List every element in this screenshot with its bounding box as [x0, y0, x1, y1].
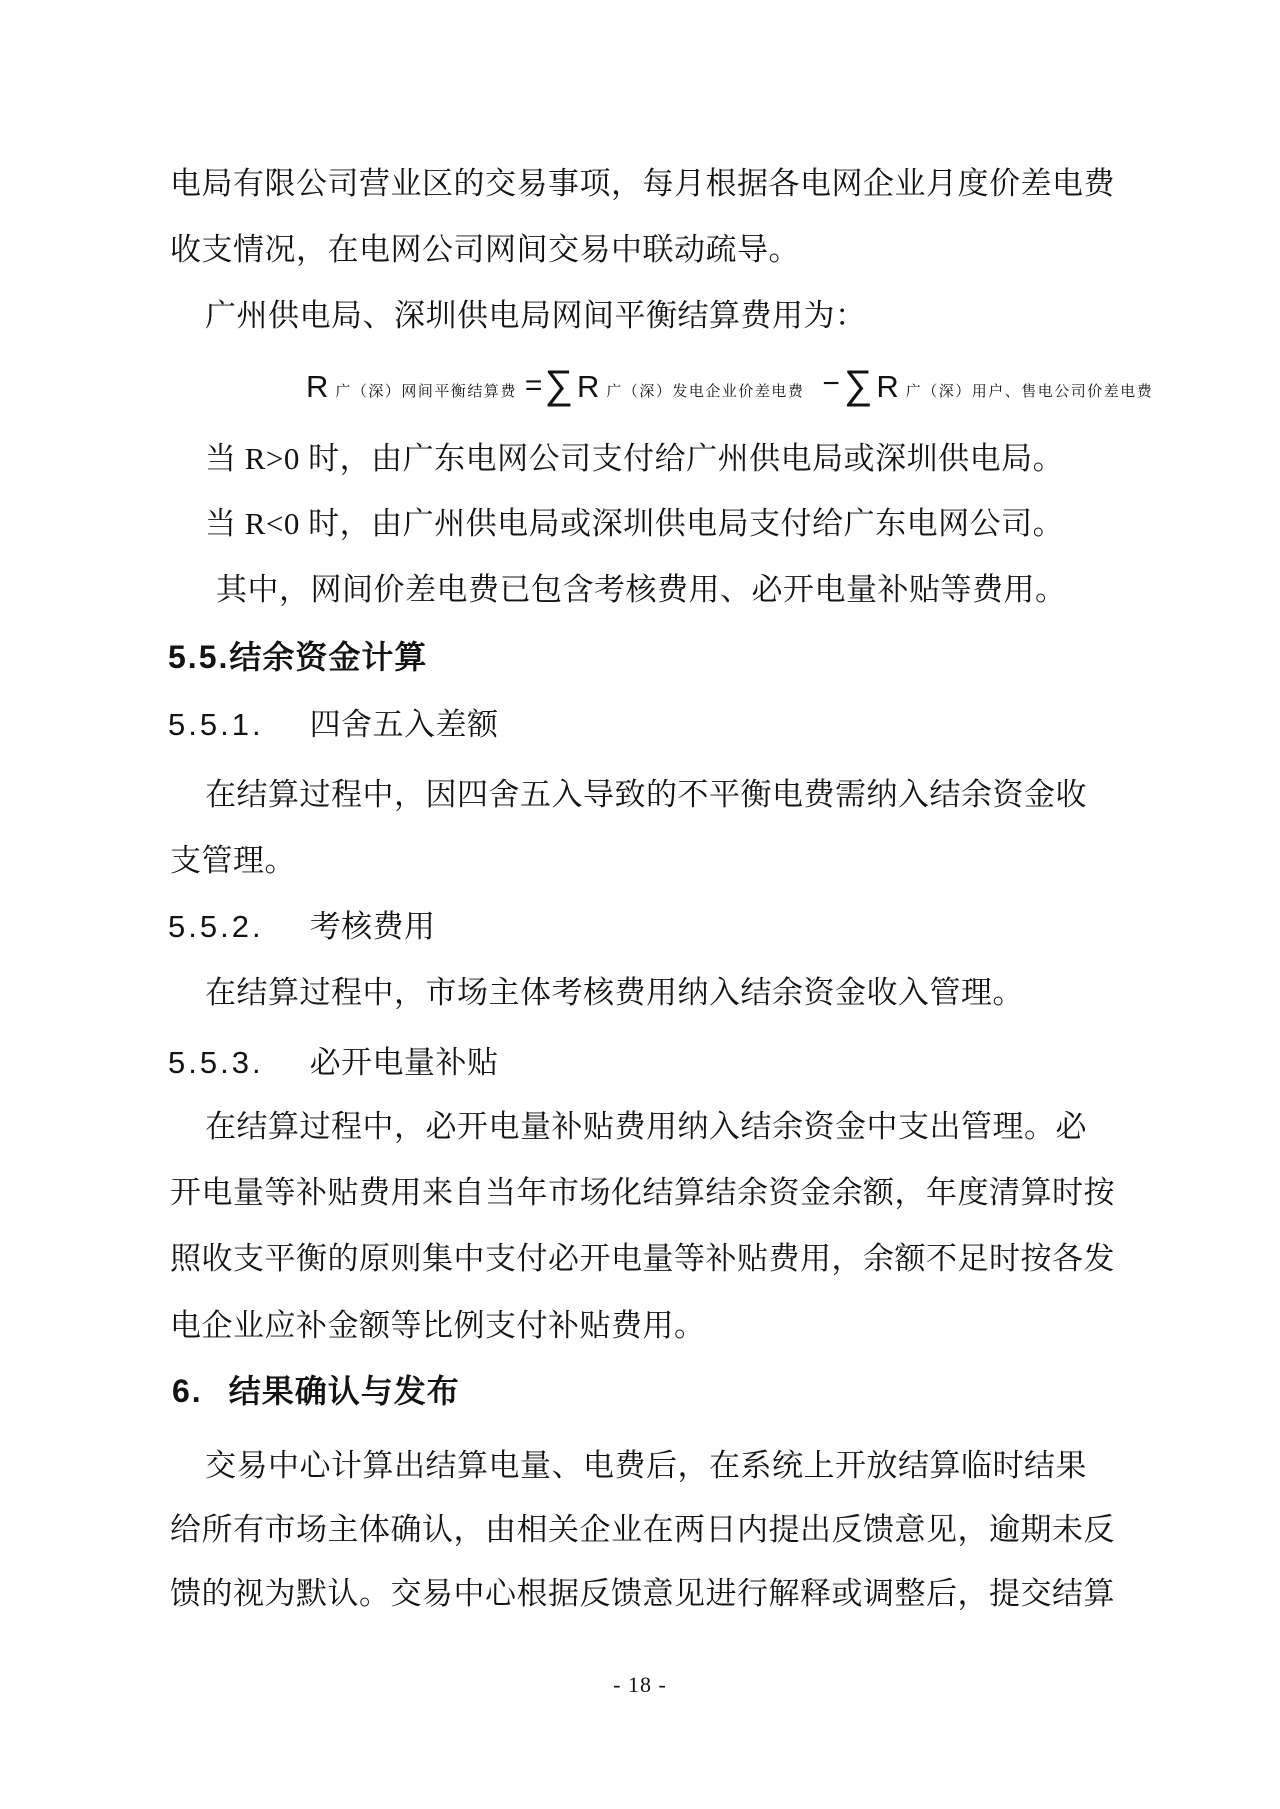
heading-title: 结果确认与发布 — [228, 1373, 460, 1409]
settlement-formula — [306, 363, 1161, 407]
heading-5-5-3 — [168, 1044, 499, 1081]
paragraph-line: 在结算过程中，市场主体考核费用纳入结余资金收入管理。 — [205, 975, 1024, 1010]
paragraph-line: 支管理。 — [170, 843, 296, 878]
paragraph-line: 电企业应补金额等比例支付补贴费用。 — [170, 1308, 706, 1343]
heading-title: 结余资金计算 — [229, 639, 428, 675]
formula-subscript-generator: 广（深）发电企业价差电费 — [606, 384, 805, 400]
heading-5-5-1 — [168, 706, 499, 743]
paragraph-line: 交易中心计算出结算电量、电费后，在系统上开放结算临时结果 — [205, 1448, 1087, 1483]
formula-variable-r: R — [576, 369, 600, 404]
paragraph-line: 馈的视为默认。交易中心根据反馈意见进行解释或调整后，提交结算 — [170, 1576, 1115, 1611]
rule-positive-line: 当 R>0 时，由广东电网公司支付给广州供电局或深圳供电局。 — [205, 441, 1065, 476]
heading-5-5-2 — [168, 908, 436, 945]
heading-5-5 — [168, 638, 427, 676]
heading-number: 5.5.2. — [168, 909, 264, 944]
note-line: 其中，网间价差电费已包含考核费用、必开电量补贴等费用。 — [216, 572, 1067, 607]
page-number: - 18 - — [613, 1672, 667, 1697]
heading-number: 5.5.1. — [168, 707, 264, 742]
heading-title: 四舍五入差额 — [309, 707, 499, 742]
heading-number: 6. — [172, 1373, 203, 1409]
paragraph-line: 给所有市场主体确认，由相关企业在两日内提出反馈意见，逾期未反 — [170, 1512, 1115, 1547]
formula-subscript-user: 广（深）用户、售电公司价差电费 — [905, 384, 1154, 400]
paragraph-line: 电局有限公司营业区的交易事项，每月根据各电网企业月度价差电费 — [170, 166, 1115, 201]
paragraph-line: 开电量等补贴费用来自当年市场化结算结余资金余额，年度清算时按 — [170, 1175, 1115, 1210]
heading-title: 必开电量补贴 — [309, 1045, 499, 1080]
rule-negative-line: 当 R<0 时，由广州供电局或深圳供电局支付给广东电网公司。 — [205, 506, 1065, 541]
formula-subscript-result: 广（深）网间平衡结算费 — [335, 384, 517, 400]
heading-number: 5.5. — [168, 639, 230, 675]
paragraph-line: 广州供电局、深圳供电局网间平衡结算费用为： — [205, 298, 867, 333]
paragraph-line: 收支情况，在电网公司网间交易中联动疏导。 — [170, 232, 800, 267]
heading-6 — [172, 1372, 460, 1410]
equals-sign: = — [524, 369, 543, 402]
paragraph-line: 在结算过程中，因四舍五入导致的不平衡电费需纳入结余资金收 — [205, 777, 1087, 812]
heading-title: 考核费用 — [309, 909, 436, 944]
sigma-sum-symbol: ∑ — [843, 363, 873, 407]
formula-variable-r: R — [876, 369, 899, 404]
paragraph-line: 在结算过程中，必开电量补贴费用纳入结余资金中支出管理。必 — [205, 1109, 1087, 1144]
heading-number: 5.5.3. — [168, 1045, 264, 1080]
sigma-sum-symbol: ∑ — [544, 363, 573, 407]
formula-variable-r: R — [306, 369, 329, 404]
minus-sign: − — [822, 367, 840, 400]
paragraph-line: 照收支平衡的原则集中支付必开电量等补贴费用，余额不足时按各发 — [170, 1241, 1115, 1276]
